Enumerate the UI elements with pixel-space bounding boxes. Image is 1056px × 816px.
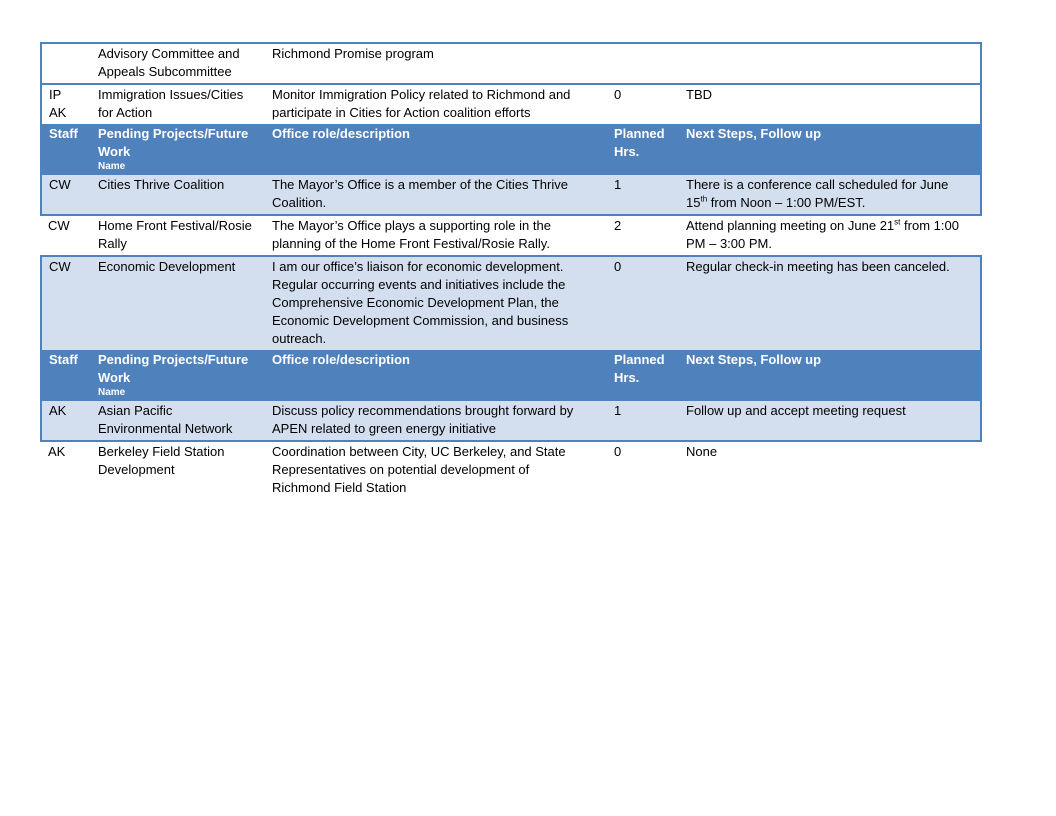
table-row [41,84,981,124]
table-row [41,215,981,256]
hours-cell: 0 [607,256,679,350]
table-row [41,43,981,84]
staff-header: Staff [41,124,91,175]
project-cell: Immigration Issues/Cities for Action [91,84,265,124]
table-row [41,256,981,350]
project-cell: Economic Development [91,256,265,350]
project-cell: Asian Pacific Environmental Network [91,401,265,441]
hours-cell: 0 [607,84,679,124]
next-steps-header: Next Steps, Follow up [679,124,981,175]
hours-cell: 0 [607,441,679,499]
section-header-row [41,350,981,401]
table-row [41,175,981,215]
staff-cell [41,43,91,84]
role-cell: Monitor Immigration Policy related to Richmond and participate in Cities for Action coalition efforts [265,84,607,124]
next-steps-cell: There is a conference call scheduled for June 15th from Noon – 1:00 PM/EST. [679,175,981,215]
hours-cell: 2 [607,215,679,256]
staff-header: Staff [41,350,91,401]
staff-cell: AK [41,401,91,441]
next-steps-cell: Regular check-in meeting has been canceled. [679,256,981,350]
project-header: Pending Projects/Future Work Name [91,350,265,401]
projects-table [40,42,982,499]
next-steps-cell [679,43,981,84]
staff-cell: CW [41,215,91,256]
role-cell: Richmond Promise program [265,43,607,84]
project-cell: Berkeley Field Station Development [91,441,265,499]
role-cell: I am our office’s liaison for economic development. Regular occurring events and initiatives include the Comprehensive Economic Development Plan, the Economic Development Commission, and business outreach. [265,256,607,350]
next-steps-cell: TBD [679,84,981,124]
hours-cell: 1 [607,175,679,215]
next-steps-cell: None [679,441,981,499]
section-header-row [41,124,981,175]
staff-cell: CW [41,256,91,350]
staff-cell: CW [41,175,91,215]
project-cell: Cities Thrive Coalition [91,175,265,215]
staff-cell: AK [41,441,91,499]
hours-header: Planned Hrs. [607,124,679,175]
next-steps-header: Next Steps, Follow up [679,350,981,401]
staff-cell: IP AK [41,84,91,124]
project-cell: Advisory Committee and Appeals Subcommittee [91,43,265,84]
next-steps-cell: Follow up and accept meeting request [679,401,981,441]
hours-cell: 1 [607,401,679,441]
role-cell: The Mayor’s Office plays a supporting role in the planning of the Home Front Festival/Rosie Rally. [265,215,607,256]
project-header: Pending Projects/Future Work Name [91,124,265,175]
project-cell: Home Front Festival/Rosie Rally [91,215,265,256]
role-cell: The Mayor’s Office is a member of the Cities Thrive Coalition. [265,175,607,215]
table-row [41,441,981,499]
role-cell: Discuss policy recommendations brought forward by APEN related to green energy initiative [265,401,607,441]
role-header: Office role/description [265,124,607,175]
role-header: Office role/description [265,350,607,401]
next-steps-cell: Attend planning meeting on June 21st from 1:00 PM – 3:00 PM. [679,215,981,256]
hours-cell [607,43,679,84]
hours-header: Planned Hrs. [607,350,679,401]
table-row [41,401,981,441]
role-cell: Coordination between City, UC Berkeley, and State Representatives on potential development of Richmond Field Station [265,441,607,499]
